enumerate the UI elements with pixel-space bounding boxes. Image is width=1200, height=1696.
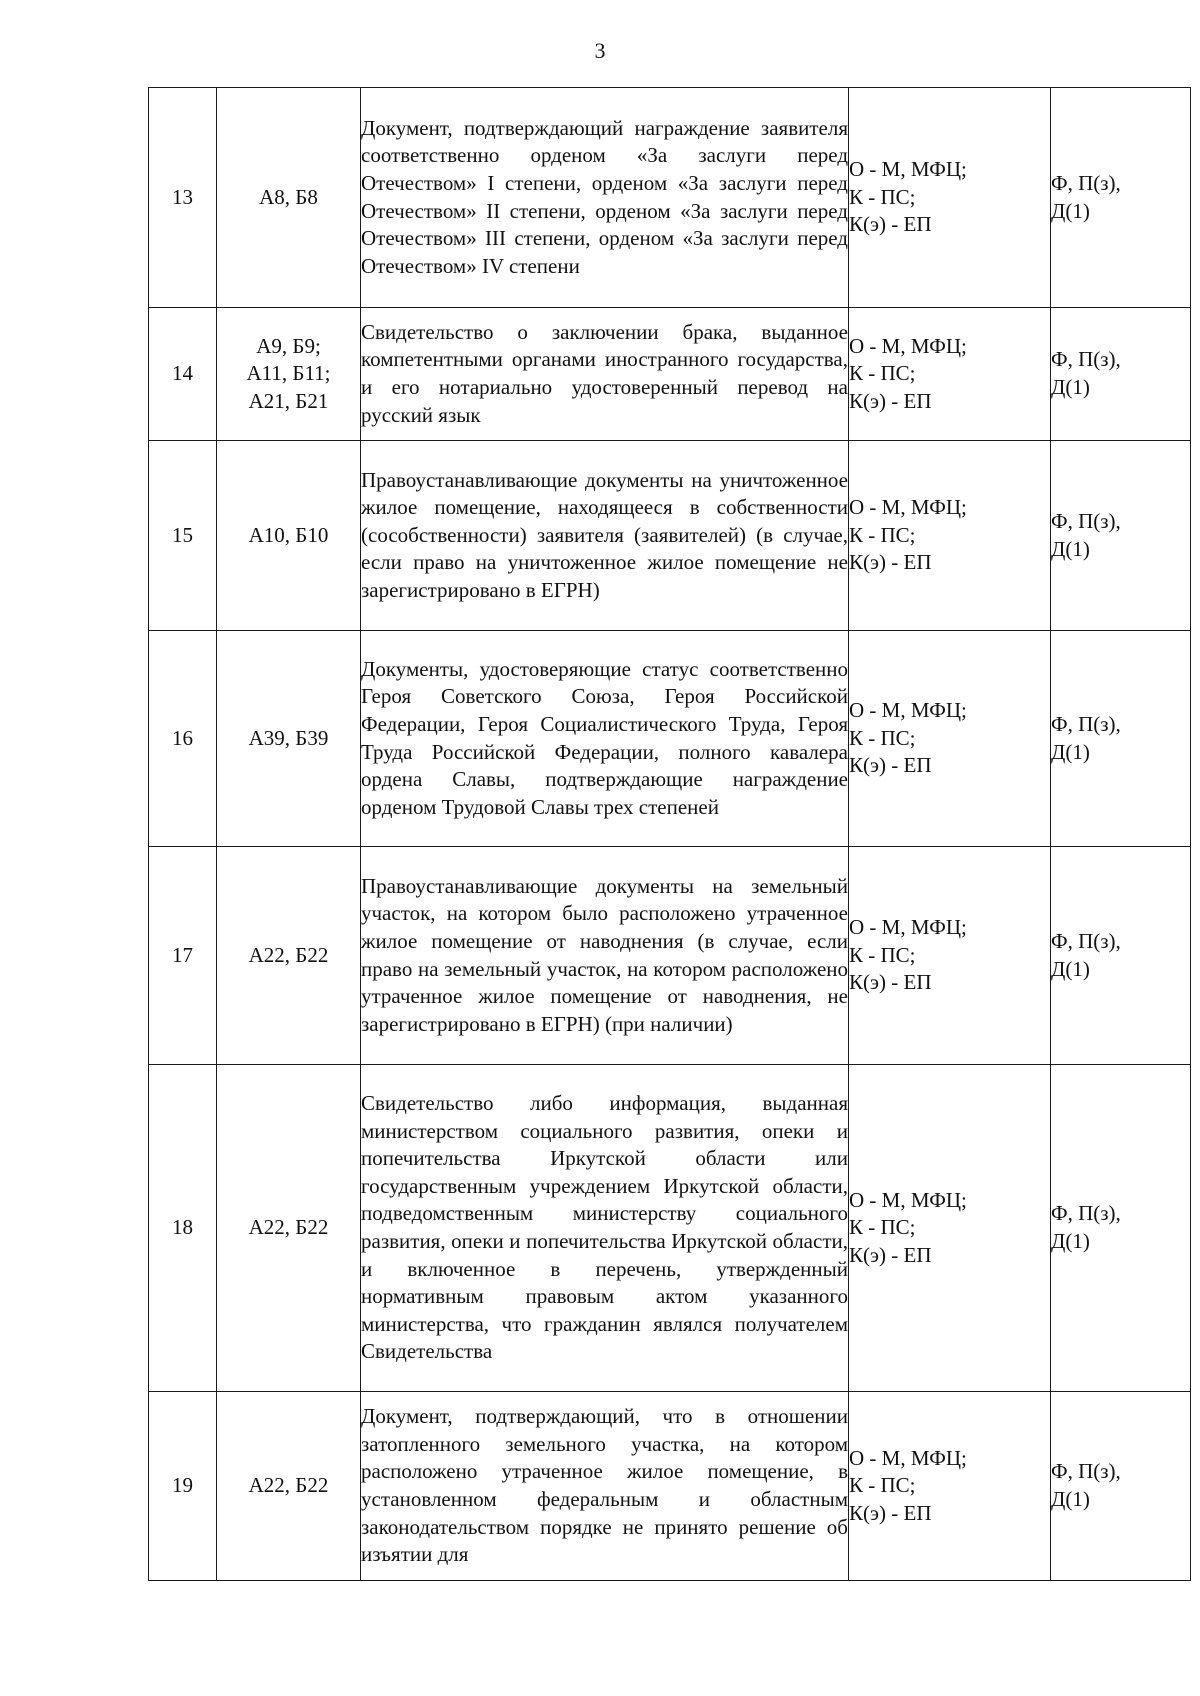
row-code-line: А39, Б39 bbox=[248, 725, 329, 750]
table-row bbox=[149, 631, 1191, 847]
row-type-line: Д(1) bbox=[1051, 956, 1090, 981]
row-type-line: Д(1) bbox=[1051, 1487, 1090, 1511]
row-code-line: А8, Б8 bbox=[259, 184, 318, 209]
row-form-line: К - ПС; bbox=[849, 522, 916, 547]
row-submission-form bbox=[849, 441, 1051, 631]
row-form-line: О - М, МФЦ; bbox=[849, 495, 967, 520]
row-form-line: К - ПС; bbox=[849, 1215, 916, 1240]
row-description-text: Документы, удостоверяющие статус соответственно Героя Советского Союза, Героя Российской Федерации, Героя Социалистического Труда, Героя Труда Российской Федерации, полного кавалера ордена Славы, подтверждающие награждение орденом Трудовой Славы трех степеней bbox=[361, 656, 848, 819]
row-form-line: О - М, МФЦ; bbox=[849, 333, 967, 358]
row-code-line: А10, Б10 bbox=[248, 522, 329, 547]
row-description bbox=[361, 631, 849, 847]
row-document-type bbox=[1051, 88, 1191, 308]
row-number: 17 bbox=[149, 847, 217, 1065]
row-form-line: К - ПС; bbox=[849, 361, 916, 386]
row-number: 18 bbox=[149, 1065, 217, 1392]
row-document-type bbox=[1051, 308, 1191, 441]
table-row bbox=[149, 1392, 1191, 1581]
row-type-line: Ф, П(з), bbox=[1051, 711, 1121, 736]
row-submission-form bbox=[849, 88, 1051, 308]
row-type-line: Д(1) bbox=[1051, 375, 1090, 399]
row-description bbox=[361, 88, 849, 308]
row-codes bbox=[217, 631, 361, 847]
page-number: 3 bbox=[594, 38, 606, 63]
row-code-line: А9, Б9; bbox=[256, 333, 321, 358]
row-submission-form bbox=[849, 847, 1051, 1065]
row-form-line: О - М, МФЦ; bbox=[849, 698, 967, 723]
row-document-type bbox=[1051, 441, 1191, 631]
row-form-line: К - ПС; bbox=[849, 942, 916, 967]
row-type-line: Ф, П(з), bbox=[1051, 928, 1121, 953]
row-description-text: Правоустанавливающие документы на земельный участок, на котором было расположено утраченное жилое помещение от наводнения (в случае, если право на земельный участок, на котором расположено утраченное жилое помещение от наводнения, не зарегистрировано в ЕГРН) (при наличии) bbox=[361, 873, 848, 1036]
row-code-line: А22, Б22 bbox=[248, 1473, 329, 1498]
row-codes bbox=[217, 1065, 361, 1392]
row-submission-form bbox=[849, 1065, 1051, 1392]
row-number: 19 bbox=[149, 1392, 217, 1581]
row-type-line: Ф, П(з), bbox=[1051, 347, 1121, 372]
row-description bbox=[361, 441, 849, 631]
row-description-text: Документ, подтверждающий награждение заявителя соответственно орденом «За заслуги перед Отечеством» I степени, орденом «За заслуги перед Отечеством» II степени, орденом «За заслуги перед Отечеством» III степени, орденом «За заслуги перед Отечеством» IV степени bbox=[361, 115, 848, 278]
row-codes bbox=[217, 1392, 361, 1581]
row-form-line: О - М, МФЦ; bbox=[849, 157, 967, 182]
row-type-line: Ф, П(з), bbox=[1051, 508, 1121, 533]
row-number: 14 bbox=[149, 308, 217, 441]
row-form-line: О - М, МФЦ; bbox=[849, 1445, 967, 1470]
row-codes bbox=[217, 308, 361, 441]
row-form-line: О - М, МФЦ; bbox=[849, 915, 967, 940]
row-form-line: О - М, МФЦ; bbox=[849, 1187, 967, 1212]
row-number: 16 bbox=[149, 631, 217, 847]
row-form-line: К(э) - ЕП bbox=[849, 550, 932, 575]
row-description bbox=[361, 1392, 849, 1581]
row-submission-form bbox=[849, 308, 1051, 441]
row-document-type bbox=[1051, 1392, 1191, 1581]
table-row bbox=[149, 441, 1191, 631]
row-description bbox=[361, 308, 849, 441]
row-code-line: А11, Б11; bbox=[246, 361, 331, 386]
row-form-line: К(э) - ЕП bbox=[849, 212, 932, 237]
row-number: 15 bbox=[149, 441, 217, 631]
table-row bbox=[149, 88, 1191, 308]
table-row bbox=[149, 847, 1191, 1065]
row-document-type bbox=[1051, 847, 1191, 1065]
row-codes bbox=[217, 847, 361, 1065]
documents-table bbox=[148, 87, 1191, 1581]
row-code-line: А22, Б22 bbox=[248, 1215, 329, 1240]
row-type-line: Д(1) bbox=[1051, 1229, 1090, 1253]
row-codes bbox=[217, 88, 361, 308]
row-description bbox=[361, 847, 849, 1065]
row-form-line: К(э) - ЕП bbox=[849, 753, 932, 778]
row-description-text: Свидетельство о заключении брака, выданное компетентными органами иностранного государства, и его нотариально удостоверенный перевод на русский язык bbox=[361, 319, 848, 427]
row-type-line: Ф, П(з), bbox=[1051, 170, 1121, 195]
row-number: 13 bbox=[149, 88, 217, 308]
row-type-line: Д(1) bbox=[1051, 536, 1090, 561]
row-description bbox=[361, 1065, 849, 1392]
row-code-line: А21, Б21 bbox=[248, 388, 329, 413]
row-form-line: К - ПС; bbox=[849, 184, 916, 209]
row-codes bbox=[217, 441, 361, 631]
row-form-line: К(э) - ЕП bbox=[849, 388, 932, 413]
row-submission-form bbox=[849, 631, 1051, 847]
row-form-line: К - ПС; bbox=[849, 1473, 916, 1498]
row-form-line: К(э) - ЕП bbox=[849, 1500, 932, 1525]
row-description-text: Правоустанавливающие документы на уничтоженное жилое помещение, находящееся в собственности (сособственности) заявителя (заявителей) (в случае, если право на уничтоженное жилое помещение не зарегистрировано в ЕГРН) bbox=[361, 467, 848, 602]
table-row bbox=[149, 1065, 1191, 1392]
table-row bbox=[149, 308, 1191, 441]
row-type-line: Д(1) bbox=[1051, 198, 1090, 223]
row-document-type bbox=[1051, 631, 1191, 847]
row-description-text: Документ, подтверждающий, что в отношении затопленного земельного участка, на котором расположено утраченное жилое помещение, в установленном федеральным и областным законодательством порядке не принято решение об изъятии для bbox=[361, 1404, 848, 1567]
documents-table-body bbox=[149, 88, 1191, 1581]
row-document-type bbox=[1051, 1065, 1191, 1392]
row-form-line: К(э) - ЕП bbox=[849, 970, 932, 995]
row-submission-form bbox=[849, 1392, 1051, 1581]
row-code-line: А22, Б22 bbox=[248, 942, 329, 967]
row-description-text: Свидетельство либо информация, выданная министерством социального развития, опеки и попечительства Иркутской области или государственным учреждением Иркутской области, подведомственным министерству социального развития, опеки и попечительства Иркутской области, и включенное в перечень, утвержденный нормативным правовым актом указанного министерства, что гражданин являлся получателем Свидетельства bbox=[361, 1091, 848, 1364]
row-form-line: К(э) - ЕП bbox=[849, 1242, 932, 1267]
row-type-line: Ф, П(з), bbox=[1051, 1459, 1121, 1484]
row-type-line: Д(1) bbox=[1051, 739, 1090, 764]
row-form-line: К - ПС; bbox=[849, 725, 916, 750]
row-type-line: Ф, П(з), bbox=[1051, 1201, 1121, 1226]
